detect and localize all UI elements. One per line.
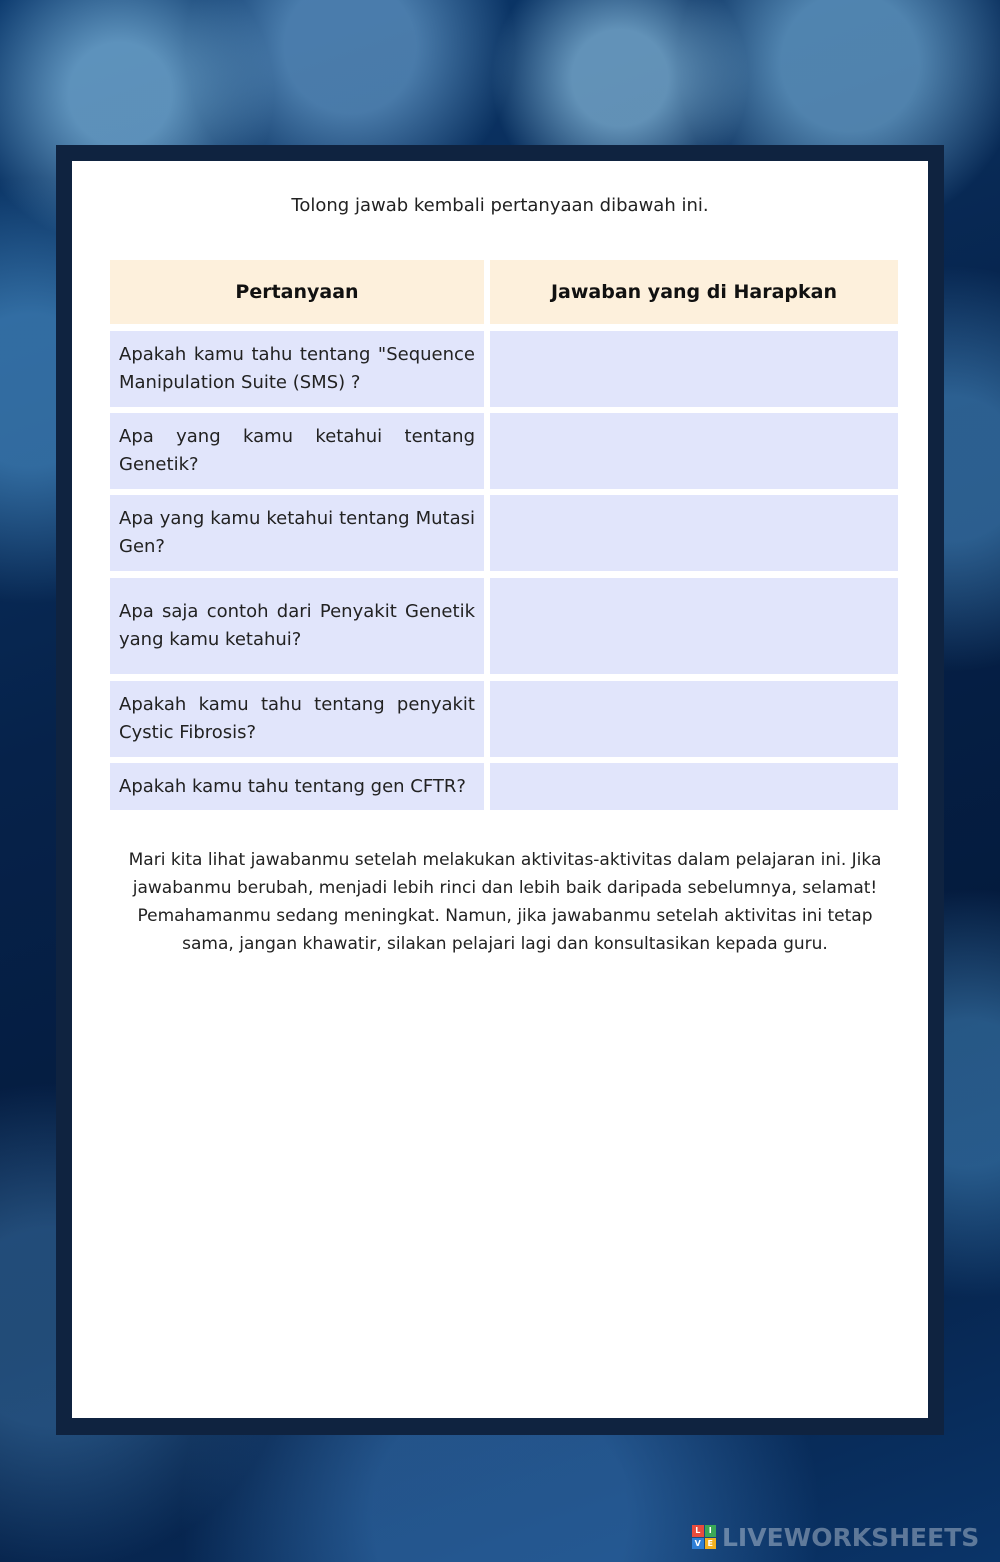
answer-field[interactable]: [490, 578, 898, 674]
header-question: Pertanyaan: [110, 260, 484, 324]
answer-field[interactable]: [490, 763, 898, 810]
liveworksheets-watermark: [692, 1522, 979, 1552]
question-cell: [110, 413, 484, 489]
question-text: Apakah kamu tahu tentang penyakit Cystic Fibrosis?: [119, 694, 475, 743]
logo-letter: I: [705, 1525, 717, 1537]
question-text: Apa yang kamu ketahui tentang Genetik?: [119, 426, 475, 475]
watermark-text: LIVEWORKSHEETS: [722, 1522, 980, 1552]
question-cell: [110, 681, 484, 757]
logo-letter: V: [692, 1538, 704, 1550]
question-text: Apakah kamu tahu tentang gen CFTR?: [119, 775, 466, 797]
question-cell: [110, 578, 484, 674]
answer-field[interactable]: [490, 413, 898, 489]
logo-letter: L: [692, 1525, 704, 1537]
answer-field[interactable]: [490, 681, 898, 757]
answer-field[interactable]: [490, 331, 898, 407]
liveworksheets-logo-icon: [692, 1525, 716, 1549]
question-text: Apakah kamu tahu tentang "Sequence Manipulation Suite (SMS) ?: [119, 344, 475, 393]
question-cell: [110, 763, 484, 810]
question-text: Apa saja contoh dari Penyakit Genetik yang kamu ketahui?: [119, 601, 475, 650]
logo-letter: E: [705, 1538, 717, 1550]
intro-text: Tolong jawab kembali pertanyaan dibawah ini.: [291, 195, 709, 216]
question-cell: [110, 495, 484, 571]
header-answer: Jawaban yang di Harapkan: [490, 260, 898, 324]
question-text: Apa yang kamu ketahui tentang Mutasi Gen?: [119, 508, 475, 557]
answer-field[interactable]: [490, 495, 898, 571]
closing-paragraph: Mari kita lihat jawabanmu setelah melakukan aktivitas-aktivitas dalam pelajaran ini. Jika jawabanmu berubah, menjadi lebih rinci dan lebih baik daripada sebelumnya, selamat! Pemahamanmu sedang meningkat. Namun, jika jawabanmu setelah aktivitas ini tetap sama, jangan khawatir, silakan pelajari lagi dan konsultasikan kepada guru.: [128, 850, 882, 954]
question-cell: [110, 331, 484, 407]
